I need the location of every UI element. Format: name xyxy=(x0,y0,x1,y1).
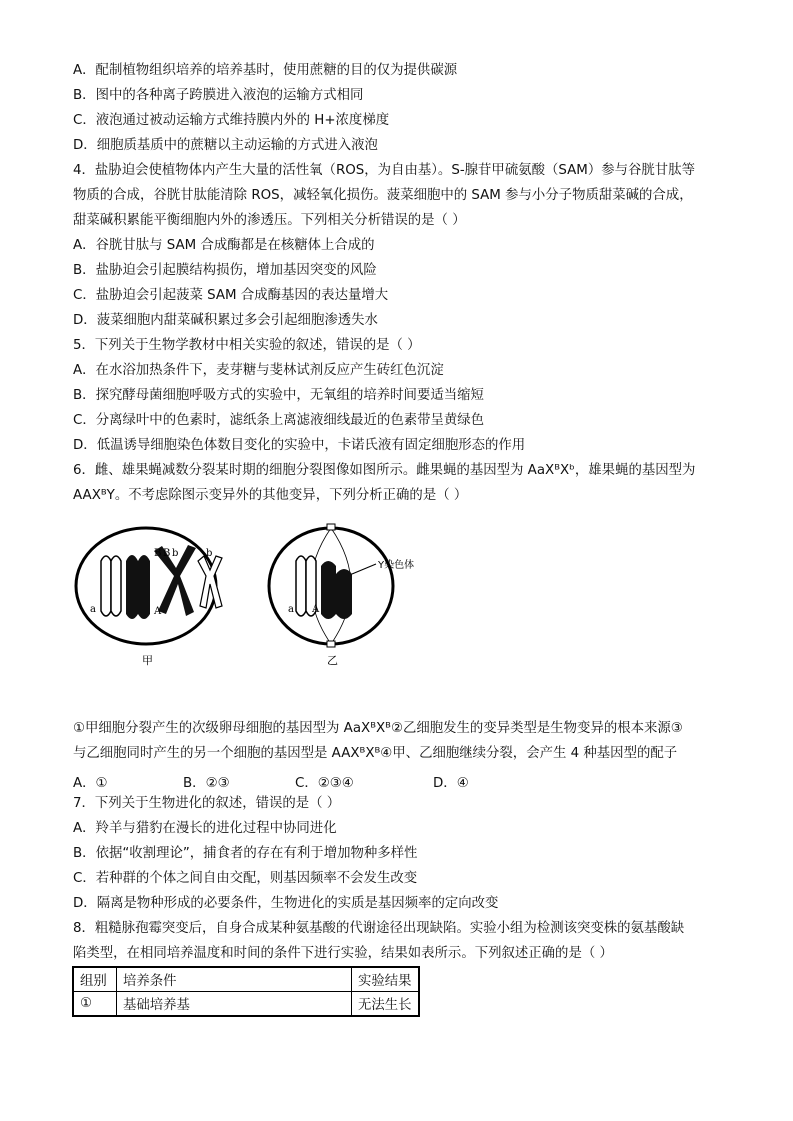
option-a-q4: A．谷胱甘肽与 SAM 合成酶都是在核糖体上合成的 xyxy=(73,238,375,253)
option-b-q3: B．图中的各种离子跨膜进入液泡的运输方式相同 xyxy=(73,88,364,103)
table-cell: 基础培养基 xyxy=(117,992,352,1017)
option-a-q7: A．羚羊与猎豹在漫长的进化过程中协同进化 xyxy=(73,821,337,836)
table-cell: ① xyxy=(73,992,117,1017)
option-b-q4: B．盐胁迫会引起膜结构损伤，增加基因突变的风险 xyxy=(73,263,377,278)
y-chromosome-label: Y染色体 xyxy=(378,560,415,571)
table-header-cell: 实验结果 xyxy=(352,967,419,992)
cell-yi-label: 乙 xyxy=(327,654,338,667)
option-c-q3: C．液泡通过被动运输方式维持膜内外的 H+浓度梯度 xyxy=(73,113,390,128)
table-header-row xyxy=(73,967,419,992)
option-b-q5: B．探究酵母菌细胞呼吸方式的实验中，无氧组的培养时间要适当缩短 xyxy=(73,388,484,403)
gene-label-a-upper: A xyxy=(312,604,320,615)
option-c-q5: C．分离绿叶中的色素时，滤纸条上离滤液细线最近的色素带呈黄绿色 xyxy=(73,413,485,428)
question-6-stem-cont: AAXᴮY。不考虑除图示变异外的其他变异，下列分析正确的是（ ） xyxy=(73,488,468,503)
option-a-q5: A．在水浴加热条件下，麦芽糖与斐林试剂反应产生砖红色沉淀 xyxy=(73,363,444,378)
gene-label-b-lower: b xyxy=(172,548,179,559)
option-d-q3: D．细胞质基质中的蔗糖以主动运输的方式进入液泡 xyxy=(73,138,378,153)
option-c-q7: C．若种群的个体之间自由交配，则基因频率不会发生改变 xyxy=(73,871,418,886)
q6-statements: ①甲细胞分裂产生的次级卵母细胞的基因型为 AaXᴮXᴮ②乙细胞发生的变异类型是生物变异的根本来源③ xyxy=(73,721,683,736)
question-5-stem: 5．下列关于生物学教材中相关实验的叙述，错误的是（ ） xyxy=(73,338,421,353)
table-cell: 无法生长 xyxy=(352,992,419,1017)
gene-label-a-upper: A xyxy=(154,606,162,617)
table-header-cell: 组别 xyxy=(73,967,117,992)
option-c-q4: C．盐胁迫会引起菠菜 SAM 合成酶基因的表达量增大 xyxy=(73,288,389,303)
cell-jia xyxy=(76,528,222,667)
question-7-stem: 7．下列关于生物进化的叙述，错误的是（ ） xyxy=(73,796,341,811)
q6-statements-cont: 与乙细胞同时产生的另一个细胞的基因型是 AAXᴮXᴮ④甲、乙细胞继续分裂，会产生 4 种基因型的配子 xyxy=(73,746,678,761)
q6-options xyxy=(73,772,533,790)
option-d-q4: D．菠菜细胞内甜菜碱积累过多会引起细胞渗透失水 xyxy=(73,313,378,328)
table-row xyxy=(73,992,419,1017)
option-a-q3: A．配制植物组织培养的培养基时，使用蔗糖的目的仅为提供碳源 xyxy=(73,63,458,78)
option-b-q7: B．依据“收割理论”，捕食者的存在有利于增加物种多样性 xyxy=(73,846,418,861)
option-d-q7: D．隔离是物种形成的必要条件，生物进化的实质是基因频率的定向改变 xyxy=(73,896,499,911)
cell-jia-label: 甲 xyxy=(142,654,153,667)
question-8-stem: 8．粗糙脉孢霉突变后，自身合成某种氨基酸的代谢途径出现缺陷。实验小组为检测该突变株的氨基酸缺 xyxy=(73,921,685,936)
gene-label-a-lower: a xyxy=(288,604,294,615)
table-header-cell: 培养条件 xyxy=(117,967,352,992)
question-4-stem-cont: 物质的合成，谷胱甘肽能清除 ROS，减轻氧化损伤。菠菜细胞中的 SAM 参与小分子物质甜菜碱的合成， xyxy=(73,188,693,203)
option-d-q5: D．低温诱导细胞染色体数目变化的实验中，卡诺氏液有固定细胞形态的作用 xyxy=(73,438,526,453)
gene-label-b-upper: B xyxy=(154,548,162,559)
experiment-table xyxy=(72,966,420,1017)
gene-label-b-lower: b xyxy=(206,548,213,559)
q6-option-b: B．②③ xyxy=(183,776,230,791)
question-4-stem: 4．盐胁迫会使植物体内产生大量的活性氧（ROS，为自由基）。S-腺苷甲硫氨酸（SAM）参与谷胱甘肽等 xyxy=(73,163,695,178)
cell-division-figure xyxy=(66,516,546,696)
question-4-stem-cont: 甜菜碱积累能平衡细胞内外的渗透压。下列相关分析错误的是（ ） xyxy=(73,213,466,228)
question-8-stem-cont: 陷类型，在相同培养温度和时间的条件下进行实验，结果如表所示。下列叙述正确的是（ ） xyxy=(73,946,613,961)
gene-label-a-lower: a xyxy=(90,604,96,615)
q6-option-a: A．① xyxy=(73,776,108,791)
cell-yi xyxy=(269,524,414,667)
question-6-stem: 6．雌、雄果蝇减数分裂某时期的细胞分裂图像如图所示。雌果蝇的基因型为 AaXᴮXᵇ，雄果蝇的基因型为 xyxy=(73,463,696,478)
gene-label-b-upper: B xyxy=(163,548,171,559)
q6-option-c: C．②③④ xyxy=(295,776,354,791)
q6-option-d: D．④ xyxy=(433,776,469,791)
